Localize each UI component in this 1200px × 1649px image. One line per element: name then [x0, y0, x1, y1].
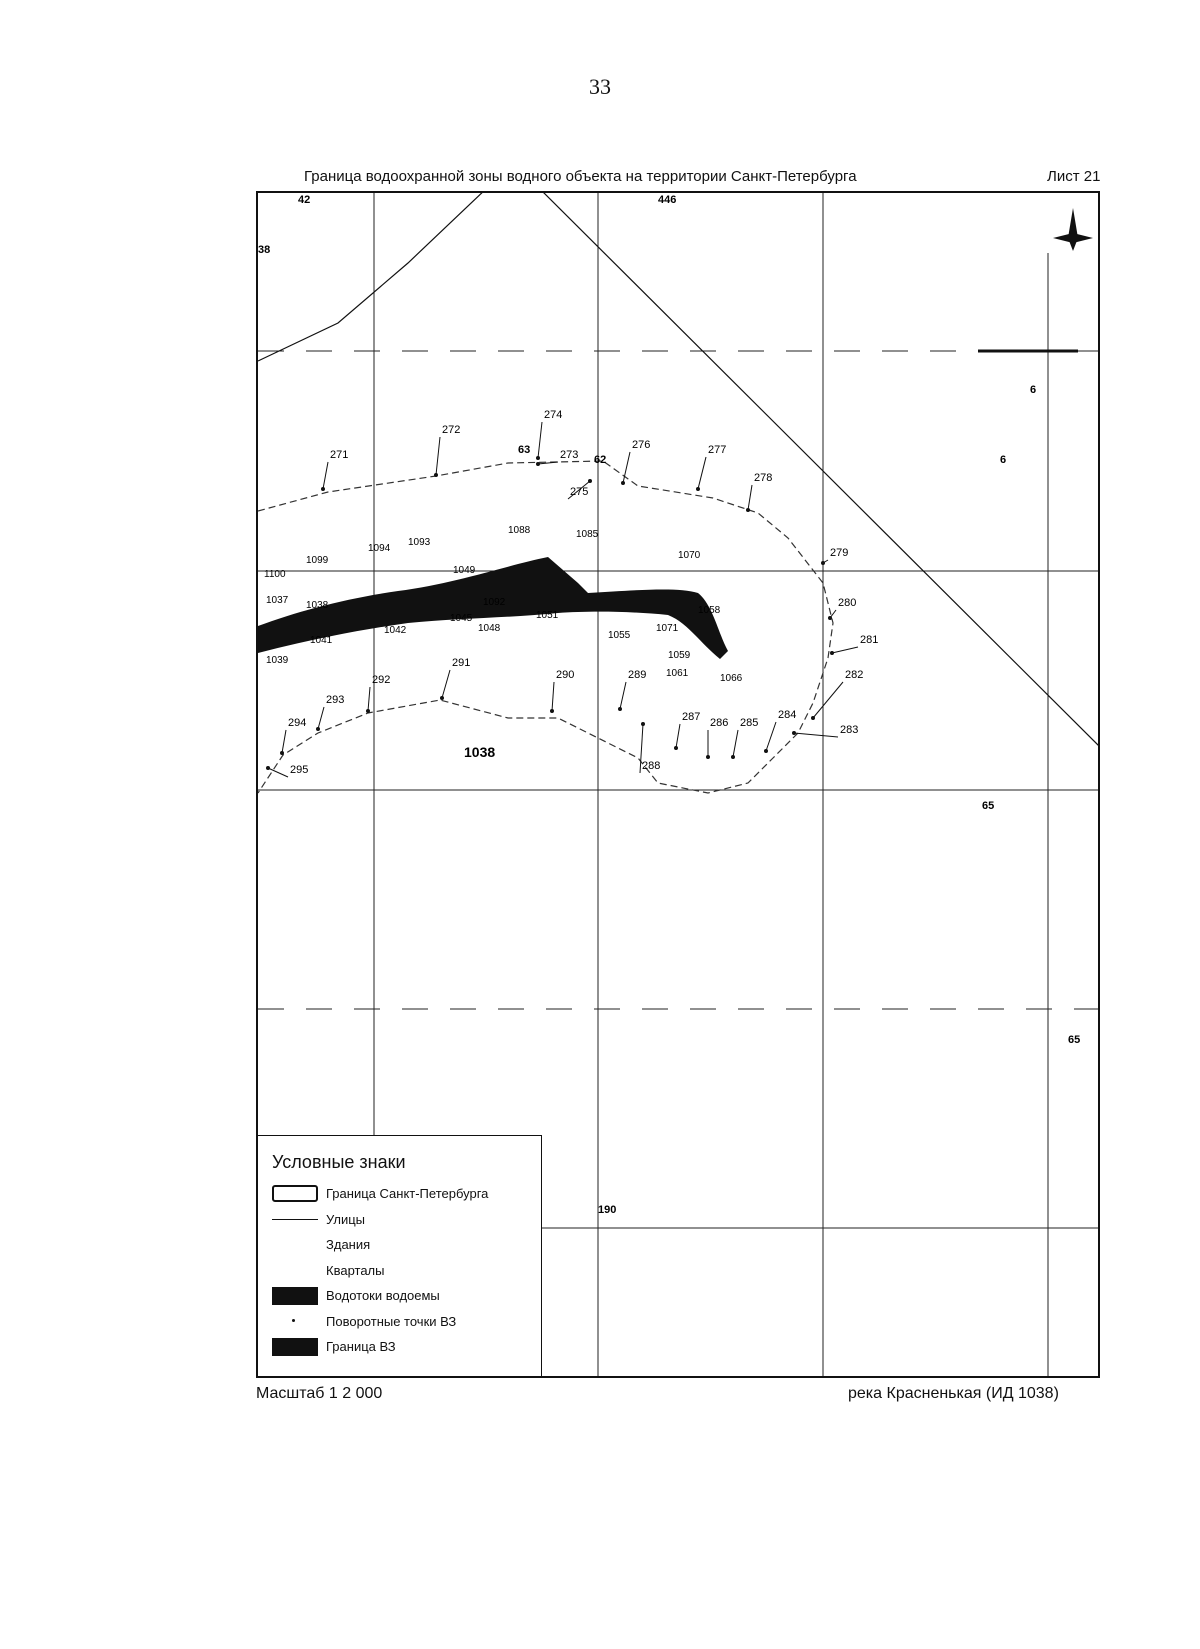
boundary-point[interactable] — [316, 694, 344, 731]
page-number: 33 — [589, 74, 611, 99]
water-point-label: 1037 — [266, 595, 289, 606]
water-point-label: 1061 — [666, 668, 689, 679]
boundary-point[interactable] — [550, 669, 574, 713]
frame-label: 65 — [1068, 1034, 1081, 1046]
water-point-label: 1038 — [306, 600, 329, 611]
frame-label: 63 — [518, 444, 531, 456]
legend-item-label: Граница ВЗ — [326, 1339, 396, 1355]
water-point-label: 1059 — [668, 650, 691, 661]
map-title: Граница водоохранной зоны водного объекта на территории Санкт-Петербурга — [304, 168, 857, 185]
water-point-label: 1049 — [453, 565, 476, 576]
boundary-point-label: 282 — [845, 669, 864, 681]
boundary-point-label: 279 — [830, 547, 849, 559]
boundary-point[interactable] — [640, 722, 660, 773]
north-arrow-icon — [1053, 208, 1093, 251]
legend-item-label: Граница Санкт-Петербурга — [326, 1186, 489, 1202]
water-fill-symbol-icon — [272, 1287, 318, 1305]
map-frame[interactable] — [256, 191, 1100, 1378]
frame-label: 190 — [598, 1204, 617, 1216]
legend-item-water — [272, 1283, 541, 1309]
boundary-point-label: 290 — [556, 669, 575, 681]
water-point-label: 1092 — [483, 597, 506, 608]
legend-item-blocks — [272, 1258, 541, 1284]
boundary-point-label: 293 — [326, 694, 345, 706]
water-point-label: 1100 — [264, 569, 286, 580]
legend-item-label: Улицы — [326, 1211, 366, 1227]
boundary-point[interactable] — [821, 547, 848, 565]
frame-label: 6 — [1030, 384, 1037, 396]
boundary-point-label: 276 — [632, 439, 651, 451]
boundary-point[interactable] — [696, 444, 726, 491]
legend-item-label: Здания — [326, 1237, 371, 1253]
water-point-label: 1051 — [536, 610, 559, 621]
boundary-point-label: 280 — [838, 597, 857, 609]
boundary-point[interactable] — [536, 449, 578, 466]
frame-label: 38 — [258, 244, 271, 256]
sheet-label: Лист 21 — [1047, 168, 1101, 185]
boundary-point-label: 289 — [628, 669, 647, 681]
frame-labels — [258, 194, 1080, 1216]
boundary-point[interactable] — [811, 669, 863, 720]
city-boundary-symbol-icon — [272, 1185, 318, 1202]
boundary-point[interactable] — [764, 709, 796, 753]
street-diagonal — [538, 193, 1100, 749]
boundary-point[interactable] — [321, 449, 348, 491]
water-point-label: 1085 — [576, 529, 599, 540]
water-point-label: 1099 — [306, 555, 329, 566]
boundary-point-label: 292 — [372, 674, 391, 686]
scale-label: Масштаб 1 2 000 — [256, 1385, 383, 1402]
boundary-point-label: 271 — [330, 449, 349, 461]
boundary-point[interactable] — [618, 669, 646, 711]
turn-point-dot-icon — [272, 1312, 318, 1330]
boundary-point-label: 273 — [560, 449, 579, 461]
frame-label: 446 — [658, 194, 677, 206]
boundary-point-label: 277 — [708, 444, 727, 456]
water-point-label: 1045 — [450, 613, 473, 624]
frame-label: 6 — [1000, 454, 1007, 466]
blocks-symbol-icon — [272, 1261, 318, 1279]
water-point-label: 1066 — [720, 673, 743, 684]
boundary-point-label: 281 — [860, 634, 879, 646]
legend — [258, 1135, 542, 1378]
water-point-label: 1088 — [508, 525, 531, 536]
boundary-point[interactable] — [828, 597, 856, 620]
zone-label: 1038 — [464, 744, 496, 760]
boundary-point[interactable] — [434, 424, 460, 477]
street-line-symbol-icon — [272, 1210, 318, 1228]
boundary-point-label: 284 — [778, 709, 797, 721]
boundary-point[interactable] — [440, 657, 470, 700]
boundary-point[interactable] — [674, 711, 700, 750]
water-point-label: 1093 — [408, 537, 431, 548]
river-label: река Красненькая (ИД 1038) — [848, 1385, 1059, 1402]
boundary-point[interactable] — [746, 472, 772, 512]
water-point-label: 1070 — [678, 550, 701, 561]
water-point-label: 1055 — [608, 630, 631, 641]
legend-title: Условные знаки — [272, 1152, 406, 1172]
water-point-label: 1039 — [266, 655, 289, 666]
boundary-point-label: 274 — [544, 409, 563, 421]
legend-item-zone-boundary — [272, 1334, 541, 1360]
water-point-label: 1042 — [384, 625, 407, 636]
boundary-point[interactable] — [621, 439, 650, 485]
legend-item-label: Водотоки водоемы — [326, 1288, 440, 1304]
streets — [258, 193, 1100, 749]
boundary-point-label: 291 — [452, 657, 471, 669]
boundary-point-label: 285 — [740, 717, 759, 729]
boundary-point-label: 272 — [442, 424, 461, 436]
boundary-point-label: 283 — [840, 724, 859, 736]
boundary-point[interactable] — [706, 717, 728, 759]
street-northwest — [258, 193, 488, 361]
boundary-point[interactable] — [536, 409, 562, 460]
zone-boundary-fill-symbol-icon — [272, 1338, 318, 1356]
water-point-label: 1058 — [698, 605, 721, 616]
water-point-label: 1071 — [656, 623, 679, 634]
boundary-point-label: 275 — [570, 486, 589, 498]
water-point-label: 1094 — [368, 543, 391, 554]
legend-item-turn-points — [272, 1309, 541, 1335]
boundary-point-label: 278 — [754, 472, 773, 484]
boundary-point-label: 288 — [642, 760, 661, 772]
water-point-label: 1048 — [478, 623, 501, 634]
buildings-symbol-icon — [272, 1236, 318, 1254]
boundary-point-label: 294 — [288, 717, 307, 729]
frame-label: 62 — [594, 454, 607, 466]
legend-item-streets — [272, 1207, 541, 1233]
boundary-point[interactable] — [731, 717, 758, 759]
frame-label: 42 — [298, 194, 311, 206]
boundary-point[interactable] — [266, 764, 308, 777]
frame-label: 65 — [982, 800, 995, 812]
boundary-point[interactable] — [568, 479, 592, 499]
legend-item-city-boundary — [272, 1181, 541, 1207]
boundary-point-label: 286 — [710, 717, 729, 729]
boundary-point-label: 287 — [682, 711, 701, 723]
legend-item-label: Кварталы — [326, 1262, 385, 1278]
boundary-point[interactable] — [830, 634, 878, 655]
boundary-point-label: 295 — [290, 764, 309, 776]
boundary-point[interactable] — [366, 674, 390, 713]
water-point-label: 1041 — [310, 635, 333, 646]
legend-item-buildings — [272, 1232, 541, 1258]
legend-item-label: Поворотные точки ВЗ — [326, 1313, 457, 1329]
